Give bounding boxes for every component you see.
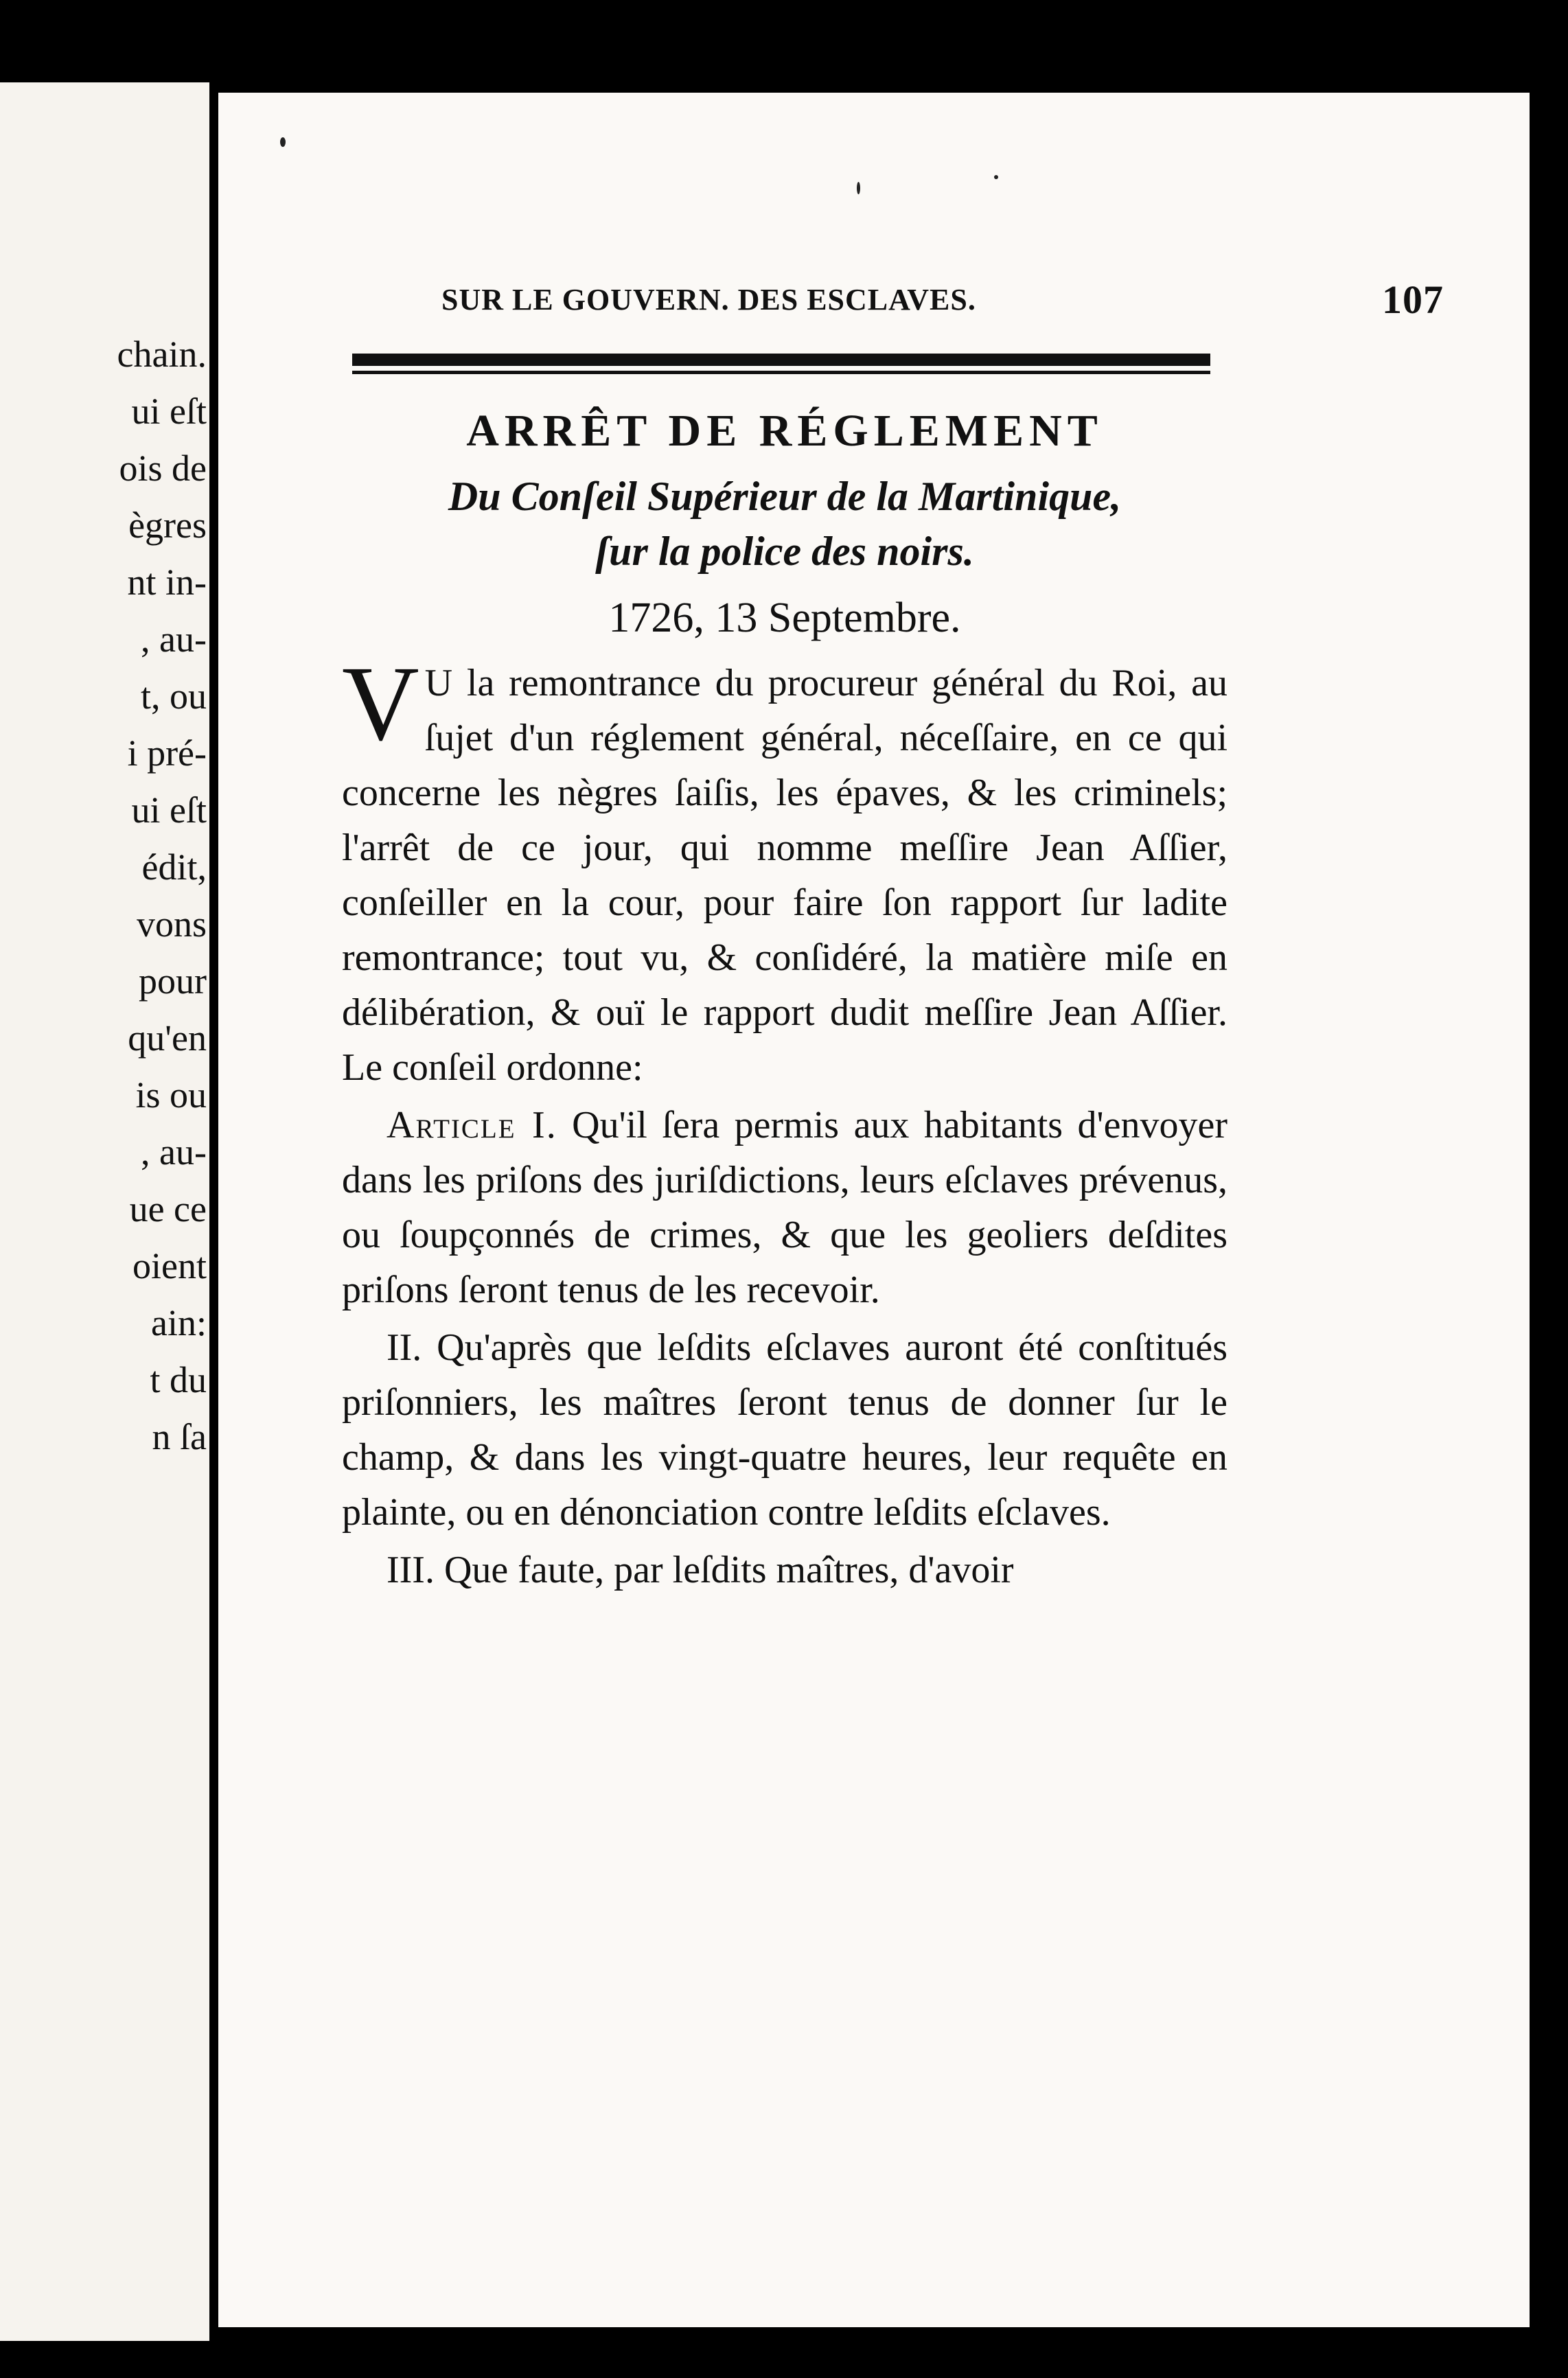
article-label: II. bbox=[387, 1326, 422, 1369]
facing-page-text bbox=[3, 326, 209, 1466]
header-rule-thin bbox=[352, 371, 1210, 374]
article-label: III. bbox=[387, 1549, 435, 1591]
facing-line: édit, bbox=[141, 846, 207, 888]
document-title: ARRÊT DE RÉGLEMENT bbox=[466, 406, 1103, 456]
facing-line: , au- bbox=[141, 619, 207, 660]
article-label: Article I. bbox=[387, 1104, 557, 1146]
running-head-title: SUR LE GOUVERN. DES ESCLAVES. bbox=[441, 283, 976, 316]
document-date: 1726, 13 Septembre. bbox=[608, 594, 961, 641]
book-page bbox=[218, 93, 1530, 2327]
facing-line: is ou bbox=[135, 1074, 207, 1116]
facing-line: ois de bbox=[119, 448, 207, 489]
facing-line: , au- bbox=[141, 1131, 207, 1173]
facing-line: pour bbox=[139, 960, 207, 1002]
facing-line: vons bbox=[136, 903, 207, 945]
facing-line: nt in- bbox=[127, 562, 207, 603]
ink-speck bbox=[280, 137, 286, 147]
facing-line: n ſa bbox=[152, 1416, 207, 1457]
article-paragraph bbox=[342, 1320, 1227, 1540]
facing-line: t du bbox=[150, 1359, 207, 1400]
facing-line: i pré- bbox=[127, 732, 207, 774]
drop-cap: V bbox=[342, 644, 419, 763]
article-text: Qu'après que leſdits eſclaves auront été conſtitués priſonniers, les maîtres ſeront tenus de donner ſur le champ, & dans les vingt-quatre heures, leur requête en plainte, ou en dénonciation contre leſdits eſclaves. bbox=[342, 1326, 1227, 1534]
facing-line: ue ce bbox=[129, 1188, 207, 1230]
article-paragraph bbox=[342, 1543, 1227, 1597]
ink-speck bbox=[857, 182, 860, 194]
subtitle-line-2: ſur la police des noirs. bbox=[595, 529, 974, 574]
ink-speck bbox=[994, 175, 998, 179]
article-text: Que faute, par leſdits maîtres, d'avoir bbox=[434, 1549, 1014, 1591]
article-paragraph bbox=[342, 1098, 1227, 1317]
document-subtitle bbox=[328, 469, 1241, 579]
facing-line: ain: bbox=[151, 1302, 207, 1343]
header-rule-thick bbox=[352, 354, 1210, 366]
facing-line: oient bbox=[132, 1245, 207, 1286]
article-text: Qu'il ſera permis aux habitants d'envoyer dans les priſons des juriſdictions, leurs eſclaves prévenus, ou ſoupçonnés de crimes, & que les geoliers deſdites priſons ſeront tenus de les recevoir. bbox=[342, 1104, 1227, 1311]
preamble-paragraph bbox=[342, 644, 1227, 1095]
facing-line: chain. bbox=[117, 334, 207, 375]
facing-page-left bbox=[0, 82, 209, 2341]
facing-line: qu'en bbox=[128, 1017, 207, 1059]
facing-line: t, ou bbox=[140, 676, 207, 717]
header-rule bbox=[352, 354, 1210, 374]
subtitle-line-1: Du Conſeil Supérieur de la Martinique, bbox=[448, 474, 1122, 519]
page-number: 107 bbox=[1382, 277, 1444, 322]
facing-line: ègres bbox=[128, 505, 207, 546]
body-text bbox=[342, 644, 1227, 1597]
facing-line: ui eſt bbox=[131, 391, 207, 432]
facing-line: ui eſt bbox=[131, 789, 207, 831]
preamble-text: U la remontrance du procureur général du Roi, au ſujet d'un réglement général, néceſſaire, en ce qui concerne les nègres ſaiſis, les épaves, & les criminels; l'arrêt de ce jour, qui nomme meſſire Jean Aſſier, conſeiller en la cour, pour faire ſon rapport ſur ladite remontrance; tout vu, & conſidéré, la matière miſe en délibération, & ouï le rapport dudit meſſire Jean Aſſier. Le conſeil ordonne: bbox=[342, 662, 1227, 1089]
running-head bbox=[441, 277, 1444, 322]
